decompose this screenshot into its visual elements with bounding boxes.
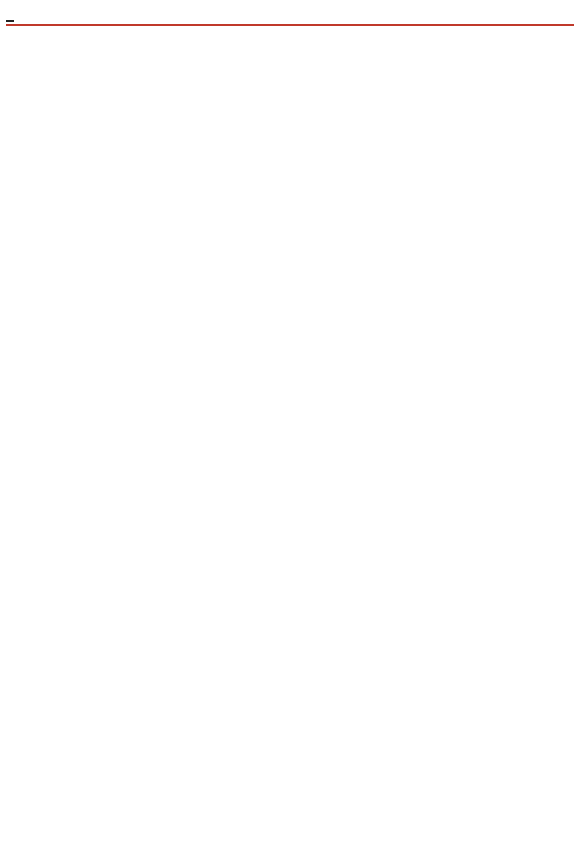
secondary-channels-grid <box>6 498 574 640</box>
page-number <box>6 20 14 22</box>
page-header <box>6 4 574 26</box>
themed-listings <box>6 646 574 837</box>
